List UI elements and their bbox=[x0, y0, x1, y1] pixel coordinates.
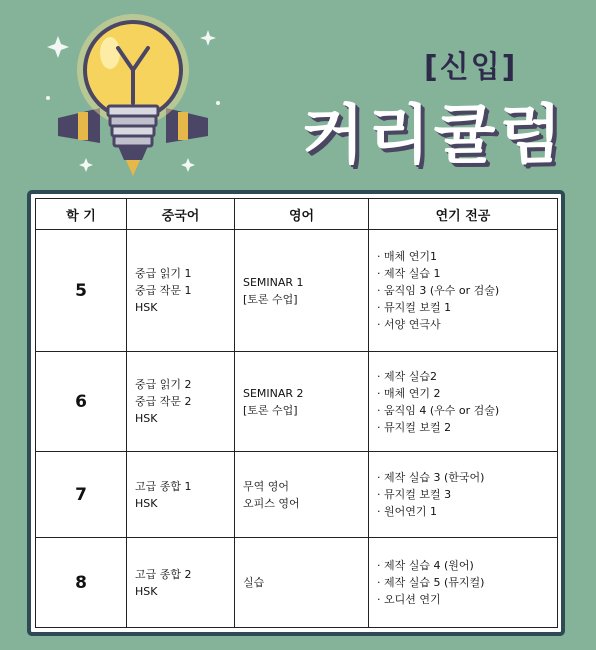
english-cell bbox=[235, 230, 369, 352]
page-title: 커리큘럼 bbox=[302, 99, 566, 173]
course-item: · 뮤지컬 보컬 2 bbox=[377, 419, 556, 436]
course-item: SEMINAR 1 bbox=[243, 275, 304, 289]
chinese-cell bbox=[127, 538, 235, 628]
table-row bbox=[36, 352, 558, 452]
english-cell bbox=[235, 352, 369, 452]
course-item: · 원어연기 1 bbox=[377, 503, 556, 520]
chinese-cell bbox=[127, 352, 235, 452]
curriculum-table-frame bbox=[27, 190, 565, 636]
course-item: · 제작 실습 5 (뮤지컬) bbox=[377, 574, 556, 591]
course-item: 고급 종합 1 bbox=[135, 479, 192, 493]
semester-cell: 6 bbox=[36, 352, 127, 452]
course-item: · 뮤지컬 보컬 3 bbox=[377, 486, 556, 503]
english-cell bbox=[235, 538, 369, 628]
column-header-acting: 연기 전공 bbox=[369, 199, 558, 230]
course-item: · 매체 연기1 bbox=[377, 248, 556, 265]
semester-cell: 5 bbox=[36, 230, 127, 352]
course-item: · 제작 실습 4 (원어) bbox=[377, 557, 556, 574]
lightbulb-icon bbox=[38, 8, 228, 180]
course-item: 중급 읽기 1 bbox=[135, 267, 192, 280]
column-header-english: 영어 bbox=[235, 199, 369, 230]
acting-cell bbox=[369, 230, 558, 352]
course-item: 중급 읽기 2 bbox=[135, 378, 192, 391]
curriculum-table bbox=[35, 198, 558, 628]
course-item: · 제작 실습2 bbox=[377, 368, 556, 385]
acting-cell bbox=[369, 452, 558, 538]
course-item: SEMINAR 2 bbox=[243, 386, 304, 400]
course-item: · 오디션 연기 bbox=[377, 591, 556, 608]
header-subtitle: [신입] bbox=[424, 50, 518, 85]
course-item: HSK bbox=[135, 496, 158, 510]
column-header-semester: 학 기 bbox=[36, 199, 127, 230]
chinese-cell bbox=[127, 230, 235, 352]
table-header-row bbox=[36, 199, 558, 230]
semester-cell: 8 bbox=[36, 538, 127, 628]
course-item: · 움직임 4 (우수 or 검술) bbox=[377, 402, 556, 419]
column-header-chinese: 중국어 bbox=[127, 199, 235, 230]
course-item: 무역 영어 bbox=[243, 479, 290, 493]
chinese-cell bbox=[127, 452, 235, 538]
table-row bbox=[36, 538, 558, 628]
course-item: · 뮤지컬 보컬 1 bbox=[377, 299, 556, 316]
table-row bbox=[36, 230, 558, 352]
course-item: · 제작 실습 3 (한국어) bbox=[377, 469, 556, 486]
course-item: HSK bbox=[135, 412, 158, 425]
acting-cell bbox=[369, 352, 558, 452]
course-item: 고급 종합 2 bbox=[135, 567, 192, 581]
course-item: HSK bbox=[135, 584, 158, 598]
table-row bbox=[36, 452, 558, 538]
course-item: HSK bbox=[135, 301, 158, 314]
header bbox=[0, 0, 596, 185]
course-item: [토론 수업] bbox=[243, 403, 298, 417]
acting-cell bbox=[369, 538, 558, 628]
course-item: 오피스 영어 bbox=[243, 496, 300, 510]
course-item: · 움직임 3 (우수 or 검술) bbox=[377, 282, 556, 299]
semester-cell: 7 bbox=[36, 452, 127, 538]
course-item: · 매체 연기 2 bbox=[377, 385, 556, 402]
course-item: · 제작 실습 1 bbox=[377, 265, 556, 282]
course-item: [토론 수업] bbox=[243, 292, 298, 306]
course-item: 중급 작문 2 bbox=[135, 395, 192, 408]
course-item: · 서양 연극사 bbox=[377, 316, 556, 333]
course-item: 중급 작문 1 bbox=[135, 284, 192, 297]
course-item: 실습 bbox=[243, 576, 265, 589]
english-cell bbox=[235, 452, 369, 538]
